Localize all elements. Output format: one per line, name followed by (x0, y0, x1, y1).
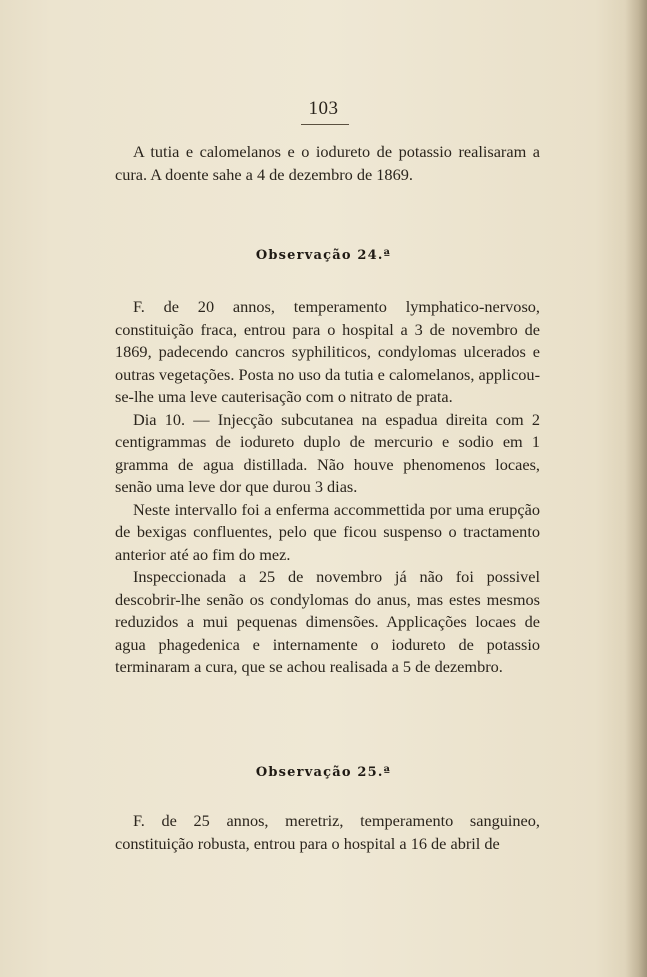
binding-shadow (625, 0, 647, 977)
paragraph: F. de 25 annos, meretriz, temperamento sanguineo, constituição robusta, entrou para o hospital a 16 de abril de (115, 811, 540, 853)
header-rule (301, 124, 349, 125)
section-25-heading: Observação 25.ª (255, 765, 392, 780)
paragraph: Neste intervallo foi a enferma accommettida por uma erupção de bexigas confluentes, pelo que ficou suspenso o tractamento anterior até ao fim do mez. (115, 499, 540, 564)
page-header (0, 98, 647, 120)
opening-paragraph-block (115, 141, 540, 186)
paragraph: Inspeccionada a 25 de novembro já não foi possivel descobrir-lhe senão os condylomas do anus, mas estes mesmos reduzidos a mui pequenas dimensões. Applicações locaes de agua phagedenica e internamente o iodureto de potassio terminaram a cura, que se achou realisada a 5 de dezembro. (115, 567, 540, 676)
paragraph: F. de 20 annos, temperamento lymphatico-nervoso, constituição fraca, entrou para o hospital a 3 de novembro de 1869, padecendo cancros syphiliticos, condylomas ulcerados e outras vegetações. Posta no uso da tutia e calomelanos, applicou-se-lhe uma leve cauterisação com o nitrato de prata. (115, 297, 540, 406)
page-number: 103 (308, 98, 339, 119)
paragraph: Dia 10. — Injecção subcutanea na espadua direita com 2 centigrammas de iodureto duplo de mercurio e sodio em 1 gramma de agua distillada. Não houve phenomenos locaes, senão uma leve dor que durou 3 dias. (115, 409, 540, 496)
section-24-body (115, 296, 540, 679)
opening-paragraph: A tutia e calomelanos e o iodureto de potassio realisaram a cura. A doente sahe a 4 de dezembro de 1869. (115, 142, 540, 184)
section-25-body (115, 810, 540, 855)
section-24-heading: Observação 24.ª (255, 248, 392, 263)
